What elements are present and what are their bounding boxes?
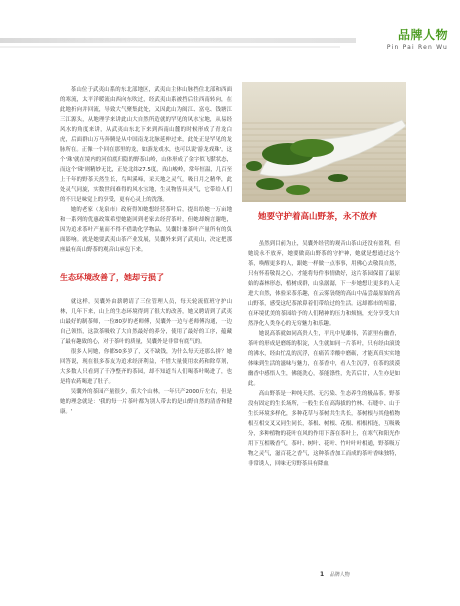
brand-header <box>366 28 448 56</box>
header-gray-bar <box>0 38 356 43</box>
paragraph: 很多人问她，你都50多岁了，又不缺钱，为什么每天还那么拼？她回答说，现在很多茶友为追求经济利益，不惜大量使用农药和除草剂，大多数人只看到了千净整齐的茶园，却不知道当人们喝茶叶喝进了，也是将农药喝进了肚子。 <box>60 349 232 385</box>
paragraph: 高山野茶是一种纯天然、无污染、生态养生的极品茶。野茶没有固定的生长场所，一般生长在高海拔的竹林、石缝中、山于生长环境多样化，多种花草与茶树共生共长，茶树根与其他植物根互相交叉又同生同长，茶根、树根、花根、相根相连，互吸吸分，多种植物的花叶在风的作用下落在茶叶上，在寒气和阳光作用下互相吸香气，茶叶、树叶、花叶、竹叶叶叶相通，野茶吸万物之灵气，滋百花之香气，这种茶香加工而成的茶叶香味独特，非常诱人，回味无穷野茶具有降血 <box>248 391 400 467</box>
paragraph: 她的老家（龙泉市）政府得知她想经营茶叶后，提出给她一万亩地和一系列的优惠政策希望她能回到老家去经营茶叶，但她却婉言谢绝，因为追求茶叶产量而不得不借助化学物品，吴囊针兼茶叶产量所有的负面影响。就是她要武夷山茶产业发展，吴囊外来到了武夷山，决定把那座最有高山野茶的观音山承包下来。 <box>60 207 232 253</box>
paragraph: 她说高茶就如同高贵人生，平凡中见雄伟，苦涩里有幽香，茶叶的形成是磨练的积淀，人生就如同一片茶叶，只有经由滚烫的沸水，经由忙乱的沉浮，在痛苦幸酸中磨砺，才能真真实实地体味到生活的滋味与魅力，在茶香中，看人生沉浮，在茶的淡漠幽香中感悟人生，佛能洗心，茶能涤性，先苦后甘，人生亦是如此。 <box>248 331 400 387</box>
paragraph: 吴囊外的茶园产量很少，偌大个山林，一年只产2000斤左右，但是她的理念就是：'我的每一片茶叶都为别人带去的是山野自然的清香和健康。' <box>60 389 232 415</box>
right-column <box>248 239 400 469</box>
right-section-title: 她要守护着高山野茶，永不放弃 <box>258 212 378 222</box>
brand-subtitle: Pin Pai Ren Wu <box>386 44 448 51</box>
section-title: 生态环境改善了，她却亏损了 <box>60 273 164 282</box>
header-stripe <box>0 46 340 48</box>
paragraph: 就这样，吴囊外由薪聘请了三位管理人员，每天轮流值班守护山林，几年下来，山上的生态环境得到了很大的改善，她又聘请到了武夷山最好的制茶师，一位80岁的老师傅，吴囊外一边与老师傅沟通，一边自己领悟，这款茶吸收了大自然最好的养分，使用了最好的工序，蕴藏了最有趣致的心，对于茶叶的质量，吴囊外是非常有底气的。 <box>60 299 232 345</box>
paragraph: 虽然到目前为止，吴囊外经营的观音山茶山还没有盈利，但她说永不放弃，她要做高山野茶的守护神，她就是想通过这个茶，唤醒更多的人，跟她一样做一点事事，用佛心去敬畏自然，只有怀着敬畏之心，才能将每件事情做好，这片茶园保留了最原始的森林形态，植树成群，山泉潺潺，下一步她想让更多的人走进大自然，体验采茶乐趣，在云雾袅绕的高山中品尝最原始的高山野茶，感受这纪茶浓鼻着们带给过的生活。远却都市的喧嚣，在环境优美的茶园给予的人们精神的压力和烦恼，充分享受大自然净化人类身心的无穷魅力和乐趣。 <box>248 241 400 327</box>
page-footer-label: 品牌人物 <box>329 572 350 578</box>
tea-spoon-photo <box>242 82 406 202</box>
paragraph: 茶山位于武夷山系的东北部地区，武夷山主体山脉挡住北部和西面的寒流，太平洋暖流由西向东吹过，经武夷山系被挡后往西南转向，在此地折向并回流，导致大气聚集此处，又因此山为闽江、富屯、钱塘江三江源头，从地理学来讲此山大自然所造就的罕见的风水宝地，从易经风水的角度来讲，从武夷山东北下来到西南山麓的时候形成了青龙白虎，后面群山万马奔腾是从中国南龙北脉延伸过来，此处正是罕见的龙脉所在。正像一个回在那里的龙，如游龙戏水，也可以说'游龙戏珠'，这个'珠'就在境内的河伯底归隐的野茶山岭，山体形成了金字似飞獸状态，而这个'珠'则精妙无比，正处北纬27.5度，真山峻岭，常年恒温，几百至上千年的野茶天然生长，鸟叫溪啼，采天地之灵气，吸日月之精华，此处灵气同旋，实数世间难得的风水宝地，生灵物皆具灵气，它带给人们的不只是味觉上的享受，更有心灵上的洗涤。 <box>60 87 232 203</box>
left-column <box>60 85 232 417</box>
brand-title: 品牌人物 <box>397 28 448 42</box>
page-number: 1 <box>320 571 325 578</box>
page-footer <box>320 571 420 581</box>
